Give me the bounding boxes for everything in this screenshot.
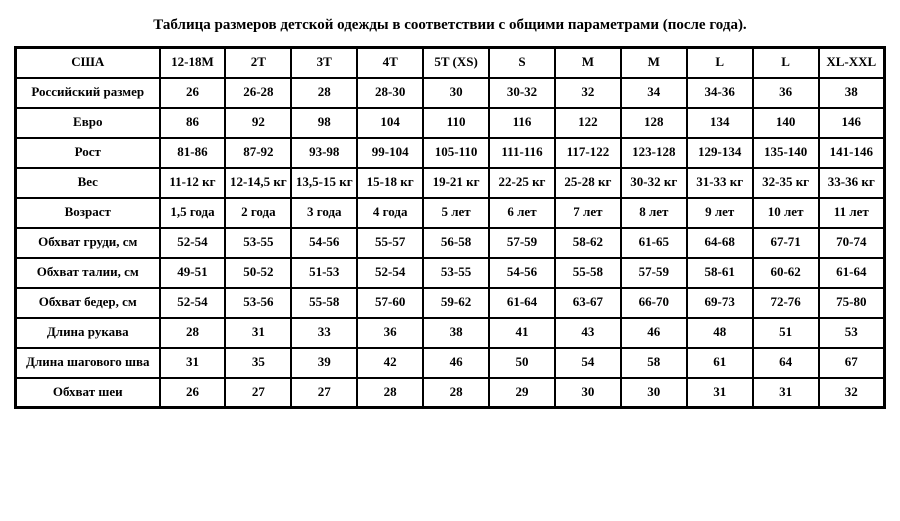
table-cell: 15-18 кг bbox=[357, 168, 423, 198]
table-cell: 33 bbox=[291, 318, 357, 348]
table-cell: 28 bbox=[291, 78, 357, 108]
table-row bbox=[16, 318, 885, 348]
table-cell: 25-28 кг bbox=[555, 168, 621, 198]
table-cell: 30 bbox=[621, 378, 687, 408]
table-cell: 50-52 bbox=[225, 258, 291, 288]
table-row bbox=[16, 78, 885, 108]
table-cell: 58-62 bbox=[555, 228, 621, 258]
table-cell: 128 bbox=[621, 108, 687, 138]
table-cell: 34-36 bbox=[687, 78, 753, 108]
table-cell: 51 bbox=[753, 318, 819, 348]
size-column-header: M bbox=[555, 48, 621, 78]
table-cell: 53-55 bbox=[225, 228, 291, 258]
table-cell: 61-64 bbox=[489, 288, 555, 318]
table-cell: 72-76 bbox=[753, 288, 819, 318]
table-cell: 52-54 bbox=[160, 288, 226, 318]
table-cell: 104 bbox=[357, 108, 423, 138]
table-cell: 22-25 кг bbox=[489, 168, 555, 198]
table-cell: 135-140 bbox=[753, 138, 819, 168]
table-cell: 81-86 bbox=[160, 138, 226, 168]
table-cell: 19-21 кг bbox=[423, 168, 489, 198]
table-cell: 32 bbox=[555, 78, 621, 108]
table-cell: 122 bbox=[555, 108, 621, 138]
table-cell: 123-128 bbox=[621, 138, 687, 168]
table-cell: 55-57 bbox=[357, 228, 423, 258]
table-cell: 54 bbox=[555, 348, 621, 378]
table-cell: 93-98 bbox=[291, 138, 357, 168]
table-cell: 63-67 bbox=[555, 288, 621, 318]
size-table-body bbox=[16, 78, 885, 408]
table-cell: 105-110 bbox=[423, 138, 489, 168]
row-label: Возраст bbox=[16, 198, 160, 228]
table-cell: 140 bbox=[753, 108, 819, 138]
table-cell: 146 bbox=[819, 108, 885, 138]
table-cell: 61-65 bbox=[621, 228, 687, 258]
table-cell: 28 bbox=[160, 318, 226, 348]
table-cell: 38 bbox=[819, 78, 885, 108]
table-cell: 60-62 bbox=[753, 258, 819, 288]
table-cell: 39 bbox=[291, 348, 357, 378]
size-column-header: 12-18M bbox=[160, 48, 226, 78]
table-cell: 69-73 bbox=[687, 288, 753, 318]
table-cell: 36 bbox=[753, 78, 819, 108]
table-cell: 53 bbox=[819, 318, 885, 348]
table-cell: 27 bbox=[225, 378, 291, 408]
table-cell: 1,5 года bbox=[160, 198, 226, 228]
row-label: Вес bbox=[16, 168, 160, 198]
table-cell: 41 bbox=[489, 318, 555, 348]
header-row bbox=[16, 48, 885, 78]
table-cell: 26 bbox=[160, 78, 226, 108]
table-cell: 66-70 bbox=[621, 288, 687, 318]
table-cell: 12-14,5 кг bbox=[225, 168, 291, 198]
table-cell: 34 bbox=[621, 78, 687, 108]
table-cell: 141-146 bbox=[819, 138, 885, 168]
size-column-header: 3T bbox=[291, 48, 357, 78]
table-cell: 33-36 кг bbox=[819, 168, 885, 198]
table-cell: 38 bbox=[423, 318, 489, 348]
table-cell: 117-122 bbox=[555, 138, 621, 168]
table-cell: 129-134 bbox=[687, 138, 753, 168]
table-cell: 26-28 bbox=[225, 78, 291, 108]
table-row bbox=[16, 348, 885, 378]
table-cell: 6 лет bbox=[489, 198, 555, 228]
table-cell: 11 лет bbox=[819, 198, 885, 228]
row-label: Евро bbox=[16, 108, 160, 138]
table-cell: 86 bbox=[160, 108, 226, 138]
table-cell: 50 bbox=[489, 348, 555, 378]
table-cell: 42 bbox=[357, 348, 423, 378]
table-title: Таблица размеров детской одежды в соответствии с общими параметрами (после года). bbox=[153, 17, 747, 33]
row-label: Обхват талии, см bbox=[16, 258, 160, 288]
row-label: Длина рукава bbox=[16, 318, 160, 348]
table-cell: 110 bbox=[423, 108, 489, 138]
table-cell: 52-54 bbox=[357, 258, 423, 288]
table-cell: 64 bbox=[753, 348, 819, 378]
table-cell: 49-51 bbox=[160, 258, 226, 288]
table-row bbox=[16, 198, 885, 228]
table-cell: 36 bbox=[357, 318, 423, 348]
table-cell: 8 лет bbox=[621, 198, 687, 228]
table-cell: 70-74 bbox=[819, 228, 885, 258]
table-row bbox=[16, 138, 885, 168]
table-cell: 56-58 bbox=[423, 228, 489, 258]
table-cell: 53-56 bbox=[225, 288, 291, 318]
size-table-head bbox=[16, 48, 885, 78]
table-cell: 67-71 bbox=[753, 228, 819, 258]
table-cell: 28-30 bbox=[357, 78, 423, 108]
table-cell: 87-92 bbox=[225, 138, 291, 168]
table-cell: 30 bbox=[555, 378, 621, 408]
row-label: Обхват шеи bbox=[16, 378, 160, 408]
table-cell: 26 bbox=[160, 378, 226, 408]
table-row bbox=[16, 288, 885, 318]
table-cell: 55-58 bbox=[555, 258, 621, 288]
row-label: Рост bbox=[16, 138, 160, 168]
table-cell: 116 bbox=[489, 108, 555, 138]
table-cell: 111-116 bbox=[489, 138, 555, 168]
table-row bbox=[16, 378, 885, 408]
table-cell: 9 лет bbox=[687, 198, 753, 228]
table-cell: 67 bbox=[819, 348, 885, 378]
size-column-header: S bbox=[489, 48, 555, 78]
table-cell: 61-64 bbox=[819, 258, 885, 288]
table-row bbox=[16, 108, 885, 138]
table-cell: 29 bbox=[489, 378, 555, 408]
table-cell: 31 bbox=[753, 378, 819, 408]
table-cell: 3 года bbox=[291, 198, 357, 228]
table-cell: 30-32 bbox=[489, 78, 555, 108]
table-cell: 10 лет bbox=[753, 198, 819, 228]
table-cell: 57-59 bbox=[621, 258, 687, 288]
table-cell: 4 года bbox=[357, 198, 423, 228]
table-cell: 46 bbox=[621, 318, 687, 348]
table-cell: 30-32 кг bbox=[621, 168, 687, 198]
table-cell: 57-59 bbox=[489, 228, 555, 258]
row-label: Обхват груди, см bbox=[16, 228, 160, 258]
table-cell: 92 bbox=[225, 108, 291, 138]
table-row bbox=[16, 228, 885, 258]
table-cell: 48 bbox=[687, 318, 753, 348]
table-cell: 75-80 bbox=[819, 288, 885, 318]
table-cell: 7 лет bbox=[555, 198, 621, 228]
table-cell: 134 bbox=[687, 108, 753, 138]
table-cell: 98 bbox=[291, 108, 357, 138]
row-label: Длина шагового шва bbox=[16, 348, 160, 378]
table-cell: 59-62 bbox=[423, 288, 489, 318]
size-column-header: L bbox=[687, 48, 753, 78]
table-cell: 99-104 bbox=[357, 138, 423, 168]
table-cell: 43 bbox=[555, 318, 621, 348]
table-cell: 30 bbox=[423, 78, 489, 108]
size-table bbox=[14, 46, 886, 409]
table-cell: 31 bbox=[160, 348, 226, 378]
table-cell: 58 bbox=[621, 348, 687, 378]
size-column-header: XL-XXL bbox=[819, 48, 885, 78]
table-cell: 46 bbox=[423, 348, 489, 378]
size-column-header: L bbox=[753, 48, 819, 78]
row-label: Обхват бедер, см bbox=[16, 288, 160, 318]
table-row bbox=[16, 168, 885, 198]
table-cell: 54-56 bbox=[489, 258, 555, 288]
table-cell: 13,5-15 кг bbox=[291, 168, 357, 198]
row-label: Российский размер bbox=[16, 78, 160, 108]
table-row bbox=[16, 258, 885, 288]
table-cell: 11-12 кг bbox=[160, 168, 226, 198]
table-cell: 5 лет bbox=[423, 198, 489, 228]
table-cell: 55-58 bbox=[291, 288, 357, 318]
size-column-header: 2T bbox=[225, 48, 291, 78]
size-column-header: 5T (XS) bbox=[423, 48, 489, 78]
table-cell: 2 года bbox=[225, 198, 291, 228]
table-cell: 58-61 bbox=[687, 258, 753, 288]
table-cell: 27 bbox=[291, 378, 357, 408]
table-cell: 32 bbox=[819, 378, 885, 408]
table-cell: 52-54 bbox=[160, 228, 226, 258]
table-cell: 54-56 bbox=[291, 228, 357, 258]
size-column-header: M bbox=[621, 48, 687, 78]
table-cell: 53-55 bbox=[423, 258, 489, 288]
table-cell: 28 bbox=[423, 378, 489, 408]
table-cell: 31 bbox=[225, 318, 291, 348]
corner-header: США bbox=[16, 48, 160, 78]
table-cell: 61 bbox=[687, 348, 753, 378]
table-cell: 31-33 кг bbox=[687, 168, 753, 198]
table-cell: 32-35 кг bbox=[753, 168, 819, 198]
table-cell: 31 bbox=[687, 378, 753, 408]
table-cell: 35 bbox=[225, 348, 291, 378]
table-cell: 64-68 bbox=[687, 228, 753, 258]
table-cell: 51-53 bbox=[291, 258, 357, 288]
table-cell: 28 bbox=[357, 378, 423, 408]
table-cell: 57-60 bbox=[357, 288, 423, 318]
size-column-header: 4T bbox=[357, 48, 423, 78]
